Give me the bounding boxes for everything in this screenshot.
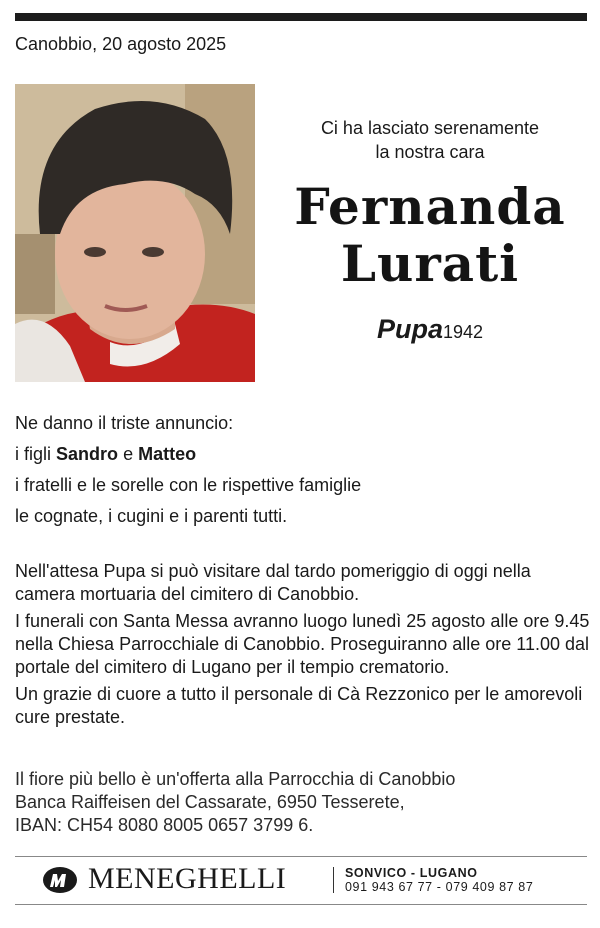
visit-text: Nell'attesa Pupa si può visitare dal tardo pomeriggio di oggi nella camera mortuaria del cimitero di Canobbio. — [15, 561, 531, 604]
funeral-text: I funerali con Santa Messa avranno luogo lunedì 25 agosto alle ore 9.45 nella Chiesa Parrocchiale di Canobbio. Proseguiranno alle ore 11.00 dal portale del cimitero di Lugano per il tempio crematorio. — [15, 611, 590, 677]
footer-separator — [333, 867, 334, 893]
portrait-photo — [15, 84, 255, 382]
conjunction: e — [123, 444, 134, 464]
meneghelli-logo-icon — [42, 866, 78, 894]
nickname-line — [290, 314, 570, 345]
footer-bottom-divider — [15, 904, 587, 905]
nickname: Pupa — [376, 314, 443, 344]
announcement-children — [15, 439, 585, 470]
child-name-2: Matteo — [138, 444, 197, 464]
footer-top-divider — [15, 856, 587, 857]
child-name-1: Sandro — [56, 444, 119, 464]
announcement-line-3: i fratelli e le sorelle con le rispettive famiglie — [15, 475, 362, 495]
donation-info — [15, 768, 585, 837]
funeral-home-phones: 091 943 67 77 - 079 409 87 87 — [345, 880, 534, 894]
last-name: Lurati — [340, 234, 520, 293]
thanks-text: Un grazie di cuore a tutto il personale di Cà Rezzonico per le amorevoli cure prestate. — [15, 684, 583, 727]
funeral-home-brand: MENEGHELLI — [88, 862, 287, 895]
birth-year: 1942 — [442, 322, 484, 342]
donation-line-2: Banca Raiffeisen del Cassarate, 6950 Tesserete, — [15, 792, 405, 812]
donation-line-3: IBAN: CH54 8080 8005 0657 3799 6. — [15, 815, 314, 835]
first-name: Fernanda — [294, 177, 566, 236]
children-prefix: i figli — [15, 444, 52, 464]
top-rule — [15, 13, 587, 21]
intro-text — [300, 116, 560, 164]
donation-line-1: Il fiore più bello è un'offerta alla Parrocchia di Canobbio — [15, 769, 456, 789]
announcement — [15, 408, 585, 532]
announcement-line-4: le cognate, i cugini e i parenti tutti. — [15, 506, 288, 526]
intro-line-1: Ci ha lasciato serenamente — [320, 118, 540, 138]
place-date: Canobbio, 20 agosto 2025 — [15, 34, 227, 54]
intro-line-2: la nostra cara — [375, 142, 485, 162]
deceased-name — [290, 178, 570, 292]
funeral-details — [15, 560, 590, 733]
announcement-line-1: Ne danno il triste annuncio: — [15, 413, 234, 433]
funeral-home-location: SONVICO - LUGANO — [345, 866, 478, 880]
